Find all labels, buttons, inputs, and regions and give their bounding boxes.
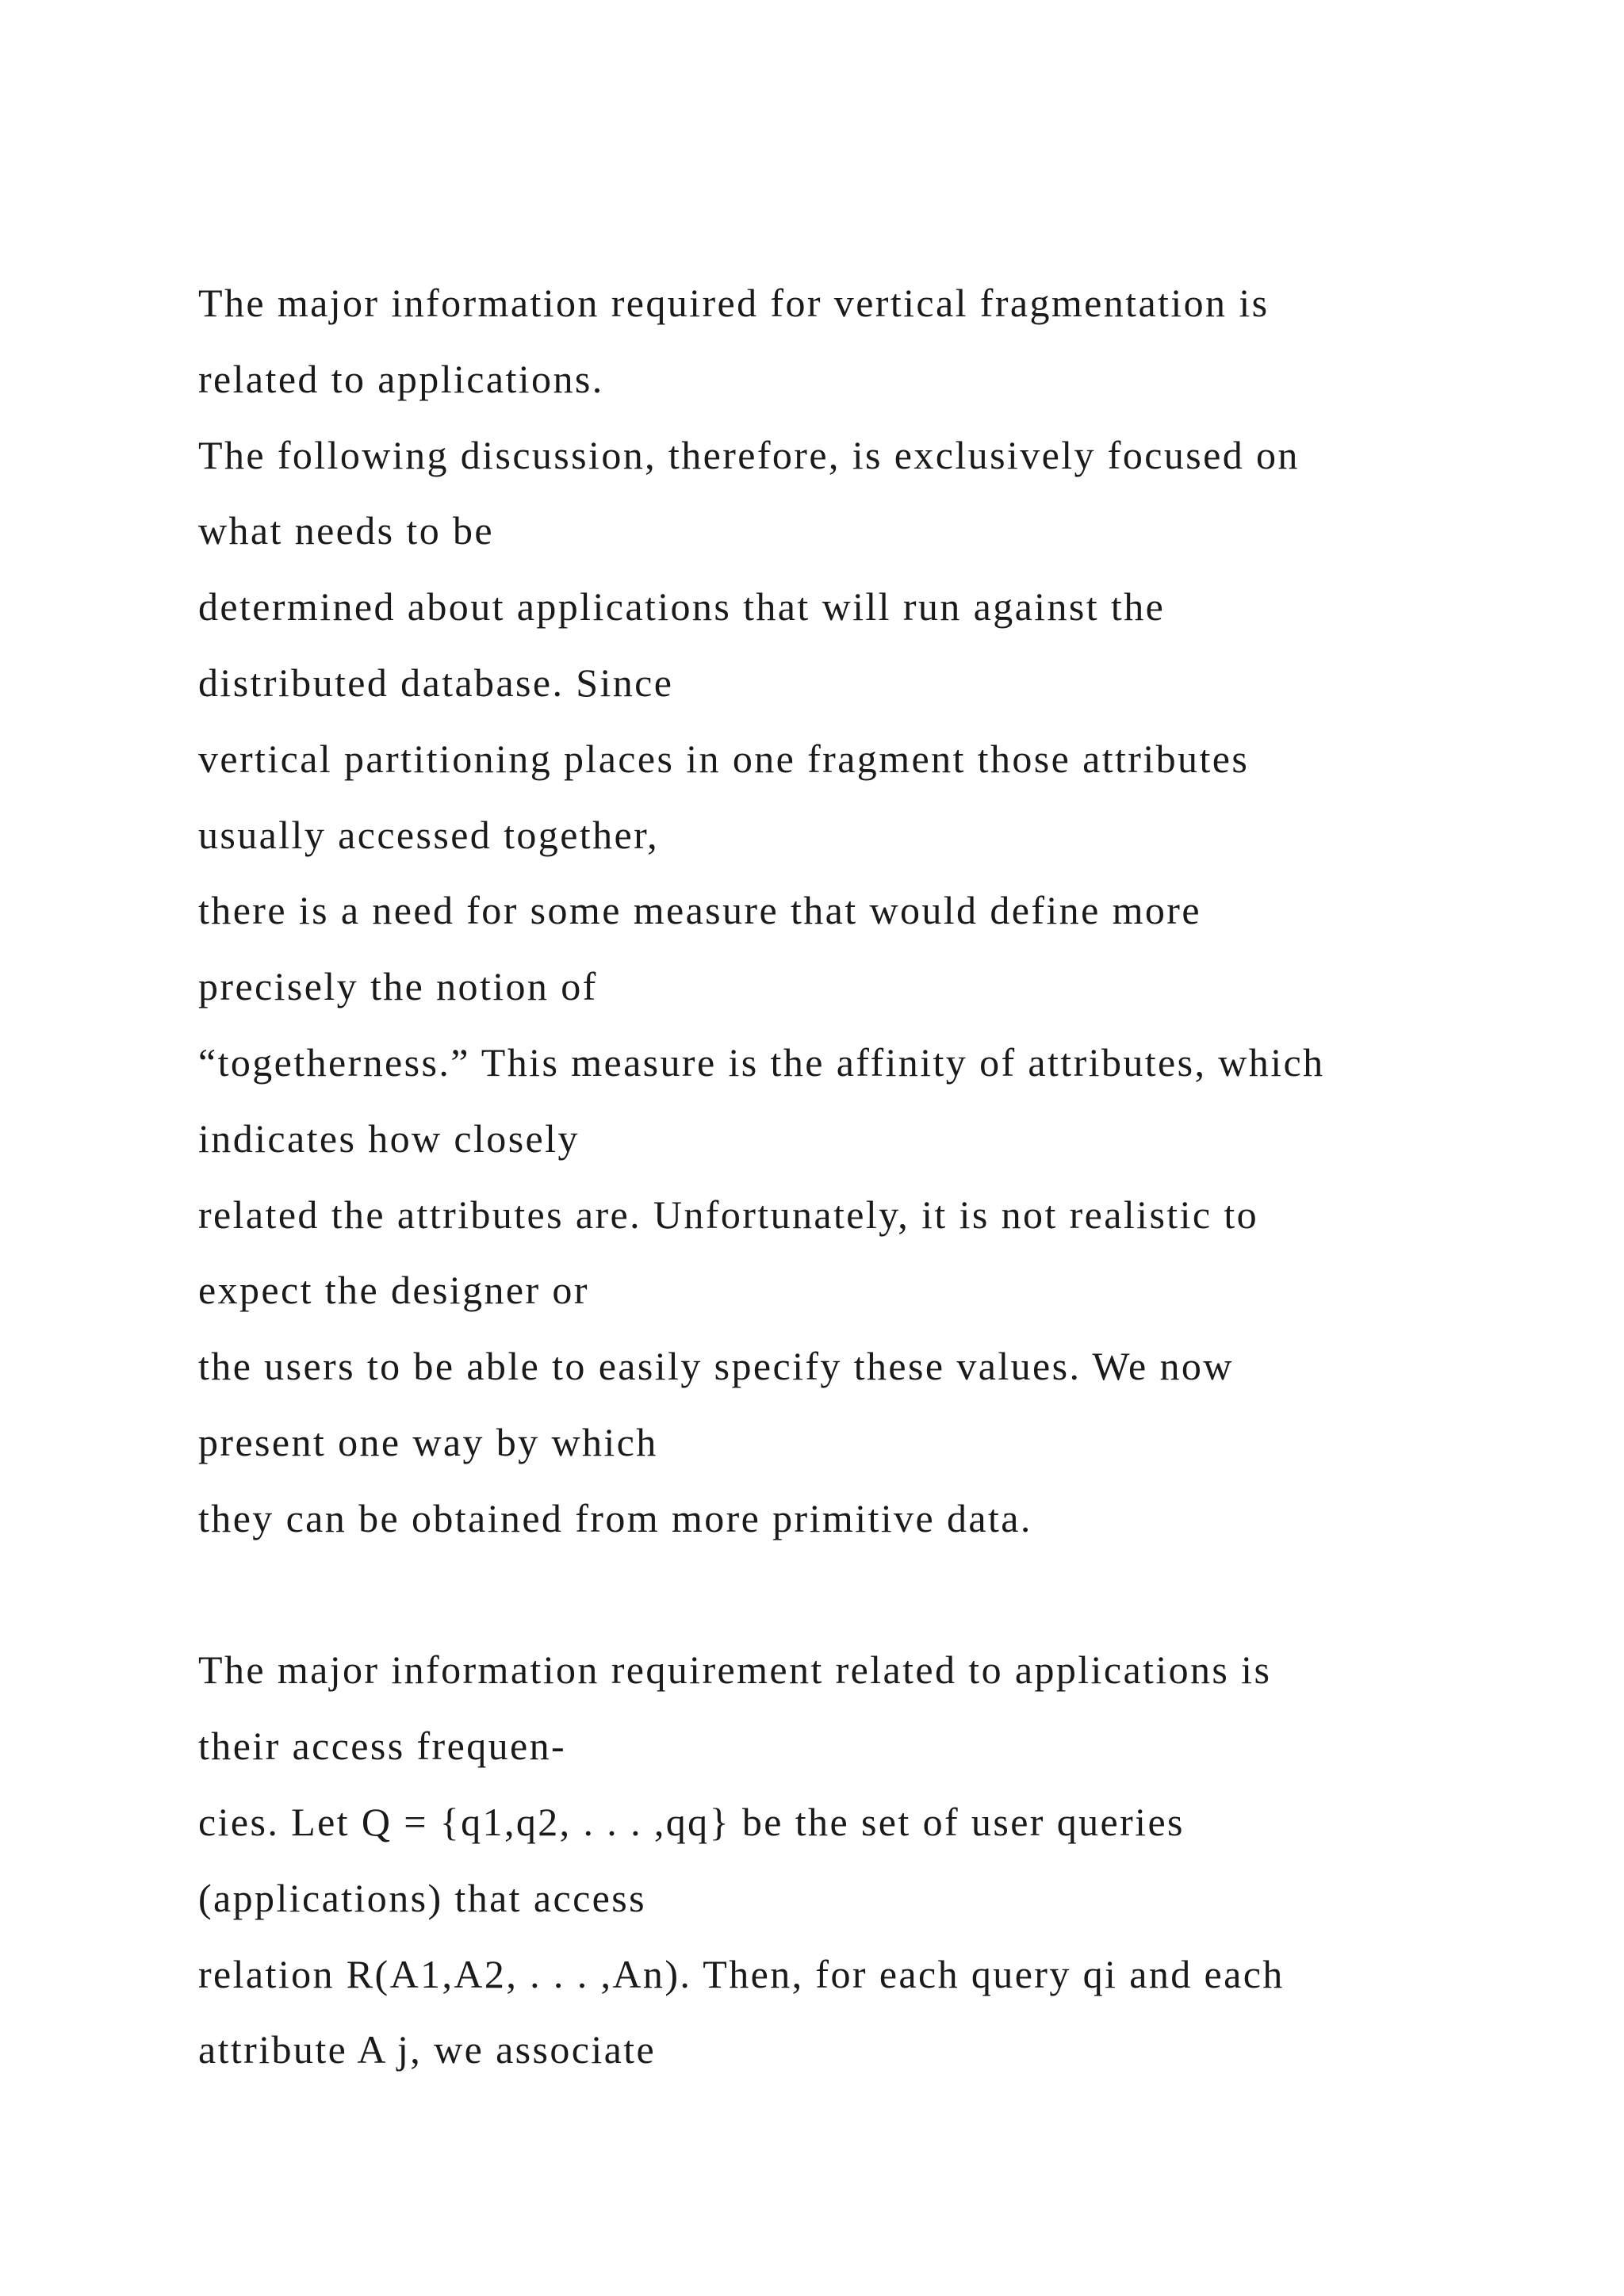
text-line: what needs to be xyxy=(198,508,495,553)
text-line: determined about applications that will run against the xyxy=(198,584,1166,629)
paragraph xyxy=(198,268,1594,1559)
paragraph xyxy=(198,1635,1594,2091)
text-line: their access frequen- xyxy=(198,1724,567,1769)
text-line: related the attributes are. Unfortunately, it is not realistic to xyxy=(198,1192,1259,1237)
text-line: the users to be able to easily specify these values. We now xyxy=(198,1344,1234,1389)
paragraph-spacer xyxy=(198,1559,1594,1636)
text-line: attribute A j, we associate xyxy=(198,2027,657,2072)
text-line: cies. Let Q = {q1,q2, . . . ,qq} be the set of user queries xyxy=(198,1799,1185,1844)
text-line: distributed database. Since xyxy=(198,660,674,705)
text-line: vertical partitioning places in one fragment those attributes xyxy=(198,736,1250,781)
text-line: precisely the notion of xyxy=(198,964,598,1009)
text-line: The following discussion, therefore, is exclusively focused on xyxy=(198,432,1300,477)
document-body xyxy=(198,268,1594,2091)
text-line: The major information requirement related to applications is xyxy=(198,1647,1272,1693)
text-line: (applications) that access xyxy=(198,1875,646,1920)
text-line: expect the designer or xyxy=(198,1268,589,1313)
text-line: usually accessed together, xyxy=(198,812,660,857)
text-line: present one way by which xyxy=(198,1419,658,1464)
text-line: indicates how closely xyxy=(198,1115,580,1161)
text-line: The major information required for vertical fragmentation is xyxy=(198,281,1270,325)
text-line: there is a need for some measure that would define more xyxy=(198,888,1201,933)
text-line: related to applications. xyxy=(198,356,604,401)
text-line: “togetherness.” This measure is the affinity of attributes, which xyxy=(198,1039,1325,1085)
text-line: they can be obtained from more primitive data. xyxy=(198,1495,1032,1540)
text-line: relation R(A1,A2, . . . ,An). Then, for each query qi and each xyxy=(198,1951,1285,1996)
